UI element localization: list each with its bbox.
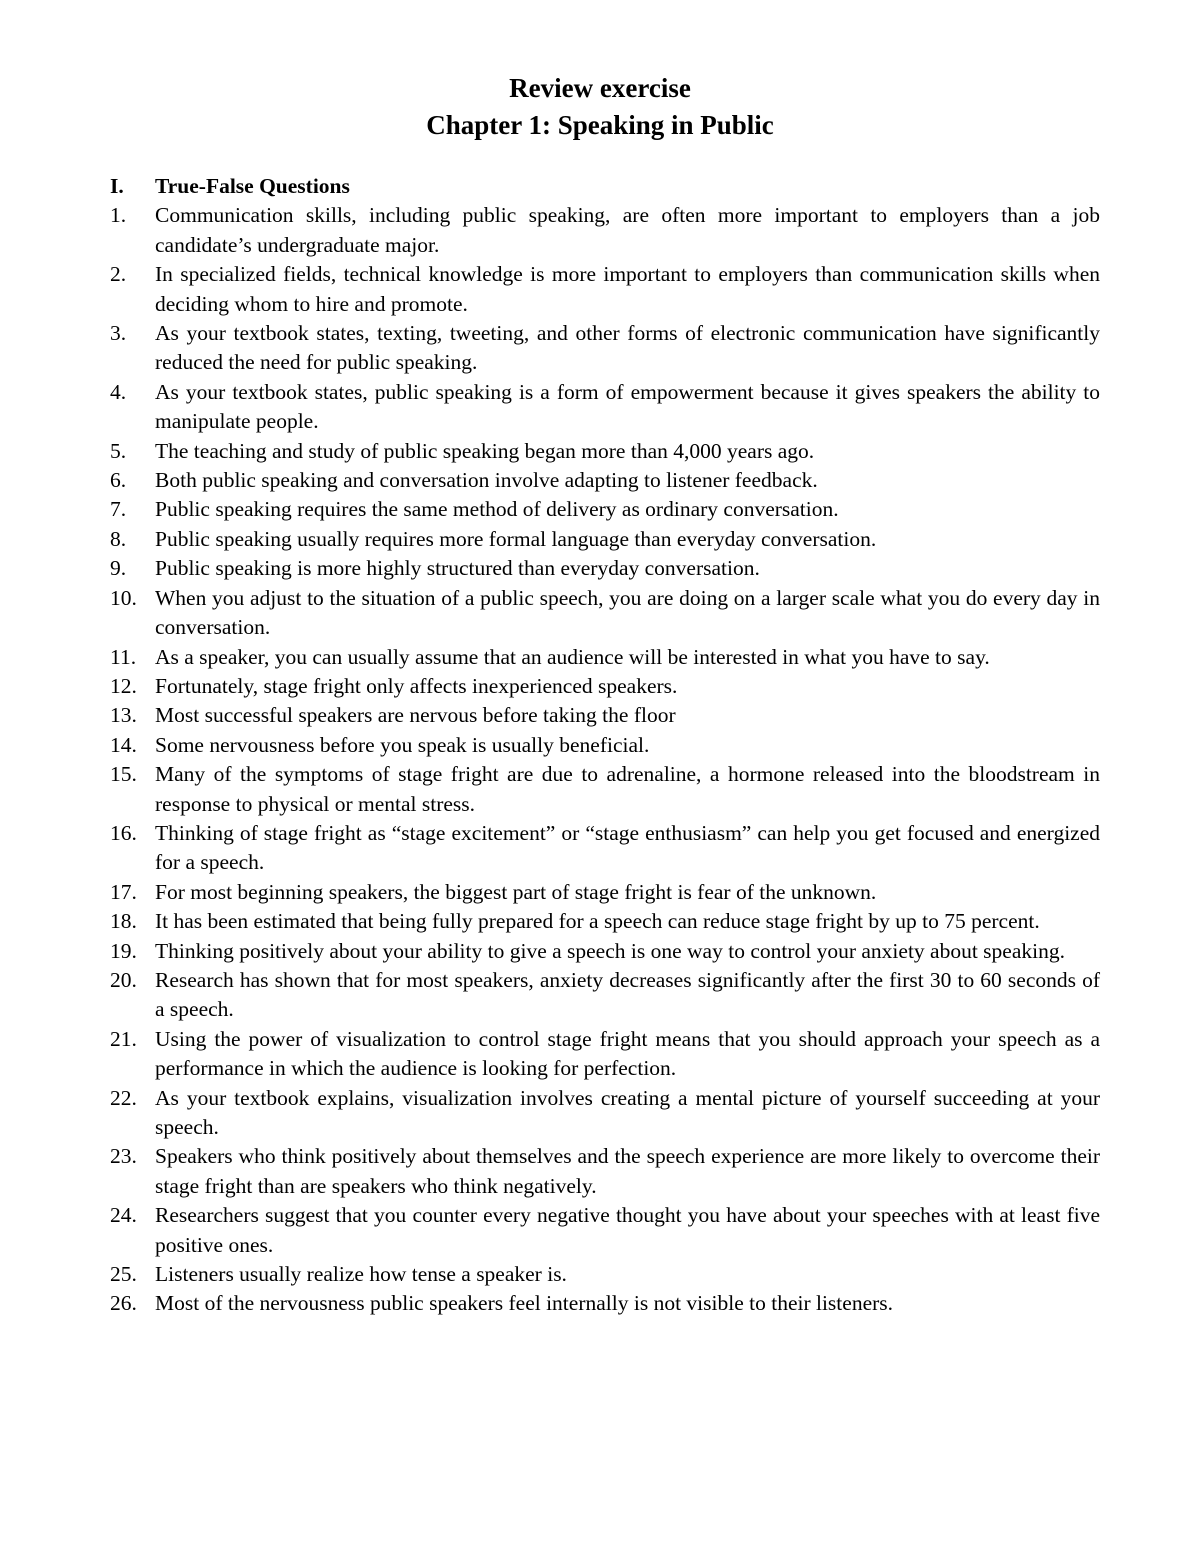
question-item (110, 1142, 1100, 1201)
question-number: 19. (110, 938, 137, 963)
question-item (110, 554, 1100, 583)
question-text: Using the power of visualization to control stage fright means that you should approach your speech as a performance in which the audience is looking for perfection. (155, 1026, 1100, 1081)
question-number: 15. (110, 762, 137, 787)
document-body (110, 172, 1100, 1319)
question-item (110, 260, 1100, 319)
question-text: In specialized fields, technical knowledge is more important to employers than communication skills when deciding whom to hire and promote. (155, 262, 1100, 316)
question-text: Both public speaking and conversation involve adapting to listener feedback. (155, 468, 818, 493)
question-number: 11. (110, 644, 137, 669)
section-title: True-False Questions (155, 174, 350, 198)
question-number: 6. (110, 468, 127, 493)
question-text: As your textbook states, texting, tweeting, and other forms of electronic communication have significantly reduced the need for public speaking. (155, 321, 1100, 375)
question-number: 7. (110, 497, 127, 522)
question-item (110, 1201, 1100, 1260)
section-heading (110, 172, 1100, 201)
question-number: 10. (110, 585, 137, 610)
question-number: 3. (110, 321, 127, 346)
question-number: 14. (110, 732, 137, 757)
question-item (110, 584, 1100, 643)
question-item (110, 672, 1100, 701)
question-item (110, 437, 1100, 466)
section-numeral: I. (110, 174, 124, 198)
question-number: 1. (110, 203, 127, 228)
question-number: 26. (110, 1291, 137, 1316)
question-list (110, 201, 1100, 1318)
question-number: 9. (110, 556, 127, 581)
question-number: 23. (110, 1144, 137, 1169)
question-number: 12. (110, 673, 137, 698)
question-text: Many of the symptoms of stage fright are due to adrenaline, a hormone released into the bloodstream in response to physical or mental stress. (155, 762, 1100, 816)
question-text: Researchers suggest that you counter every negative thought you have about your speeches with at least five positive ones. (155, 1203, 1100, 1257)
question-item (110, 378, 1100, 437)
question-text: Most of the nervousness public speakers feel internally is not visible to their listeners. (155, 1291, 894, 1316)
question-item (110, 1260, 1100, 1289)
question-item (110, 466, 1100, 495)
question-text: It has been estimated that being fully prepared for a speech can reduce stage fright by up to 75 percent. (155, 909, 1040, 934)
question-text: Public speaking is more highly structured than everyday conversation. (155, 556, 760, 581)
question-item (110, 878, 1100, 907)
question-item (110, 937, 1100, 966)
question-number: 8. (110, 526, 127, 551)
question-text: For most beginning speakers, the biggest part of stage fright is fear of the unknown. (155, 879, 877, 904)
question-text: Some nervousness before you speak is usually beneficial. (155, 732, 650, 757)
question-number: 18. (110, 909, 137, 934)
question-number: 24. (110, 1203, 137, 1228)
question-number: 20. (110, 967, 137, 992)
question-number: 2. (110, 262, 127, 287)
document-title (0, 70, 1200, 144)
question-text: Communication skills, including public speaking, are often more important to employers than a job candidate’s undergraduate major. (155, 203, 1100, 257)
question-text: Listeners usually realize how tense a speaker is. (155, 1262, 567, 1287)
question-item (110, 701, 1100, 730)
question-item (110, 1025, 1100, 1084)
question-number: 16. (110, 820, 137, 845)
question-text: Most successful speakers are nervous before taking the floor (155, 703, 676, 728)
question-item (110, 1084, 1100, 1143)
question-text: Thinking positively about your ability to give a speech is one way to control your anxiety about speaking. (155, 938, 1065, 963)
question-number: 13. (110, 703, 137, 728)
question-text: As your textbook explains, visualization involves creating a mental picture of yourself succeeding at your speech. (155, 1085, 1100, 1139)
question-number: 22. (110, 1085, 137, 1110)
question-item (110, 760, 1100, 819)
question-number: 21. (110, 1026, 137, 1051)
question-number: 5. (110, 438, 127, 463)
question-text: As a speaker, you can usually assume that an audience will be interested in what you have to say. (155, 644, 990, 669)
title-line-chapter: Chapter 1: Speaking in Public (426, 110, 774, 140)
question-text: Research has shown that for most speakers, anxiety decreases significantly after the first 30 to 60 seconds of a speech. (155, 967, 1100, 1022)
question-item (110, 201, 1100, 260)
question-text: Public speaking usually requires more formal language than everyday conversation. (155, 526, 877, 551)
question-item (110, 819, 1100, 878)
question-text: Public speaking requires the same method of delivery as ordinary conversation. (155, 497, 839, 522)
question-number: 25. (110, 1262, 137, 1287)
question-text: Fortunately, stage fright only affects inexperienced speakers. (155, 673, 678, 698)
question-item (110, 966, 1100, 1025)
question-item (110, 525, 1100, 554)
question-item (110, 1289, 1100, 1318)
question-item (110, 907, 1100, 936)
question-item (110, 495, 1100, 524)
question-text: Speakers who think positively about themselves and the speech experience are more likely to overcome their stage fright than are speakers who think negatively. (155, 1144, 1100, 1198)
question-number: 4. (110, 379, 127, 404)
question-text: As your textbook states, public speaking is a form of empowerment because it gives speakers the ability to manipulate people. (155, 379, 1100, 434)
question-text: When you adjust to the situation of a public speech, you are doing on a larger scale what you do every day in conversation. (155, 585, 1100, 640)
question-item (110, 643, 1100, 672)
question-text: Thinking of stage fright as “stage excitement” or “stage enthusiasm” can help you get focused and energized for a speech. (155, 820, 1100, 875)
question-number: 17. (110, 879, 137, 904)
question-item (110, 731, 1100, 760)
question-item (110, 319, 1100, 378)
title-line-review-exercise: Review exercise (509, 73, 691, 103)
question-text: The teaching and study of public speaking began more than 4,000 years ago. (155, 438, 815, 463)
